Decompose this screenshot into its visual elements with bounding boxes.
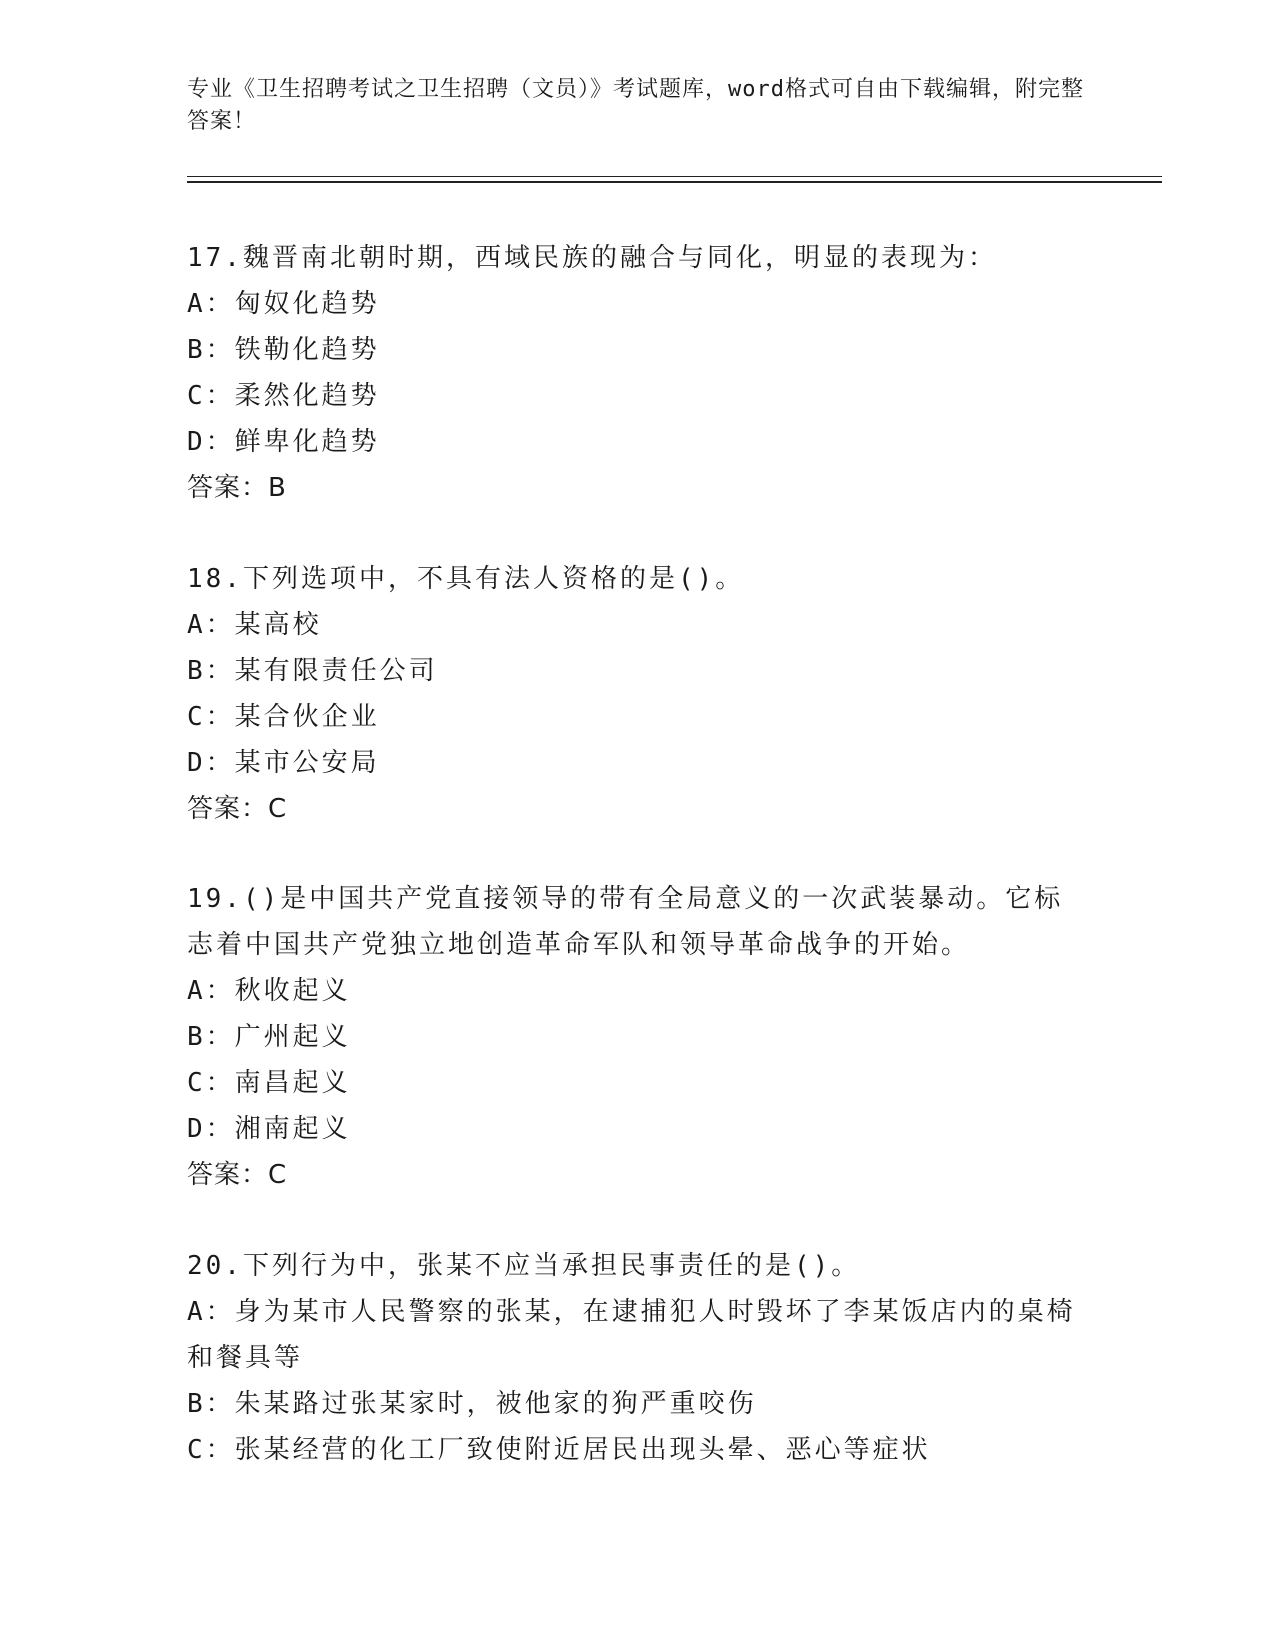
- option-d: D：鲜卑化趋势: [187, 427, 380, 457]
- question-stem: 20.下列行为中，张某不应当承担民事责任的是()。: [187, 1251, 861, 1281]
- option-a: A：某高校: [187, 610, 322, 640]
- option-b: B：铁勒化趋势: [187, 335, 380, 365]
- answer: 答案：C: [187, 794, 288, 824]
- option-c: C：张某经营的化工厂致使附近居民出现头晕、恶心等症状: [187, 1435, 931, 1465]
- question-19: [187, 876, 1087, 1198]
- question-stem: 19.()是中国共产党直接领导的带有全局意义的一次武装暴动。它标志着中国共产党独立地创造革命军队和领导革命战争的开始。: [187, 884, 1064, 960]
- question-20: [187, 1243, 1087, 1473]
- question-17: [187, 235, 1087, 511]
- option-d: D：湘南起义: [187, 1114, 351, 1144]
- option-b: B：广州起义: [187, 1022, 351, 1052]
- answer: 答案：C: [187, 1160, 288, 1190]
- question-18: [187, 556, 1087, 832]
- option-a: A：秋收起义: [187, 976, 351, 1006]
- document-header: 专业《卫生招聘考试之卫生招聘（文员）》考试题库，word格式可自由下载编辑，附完整答案！: [187, 77, 1084, 134]
- option-c: C：柔然化趋势: [187, 381, 380, 411]
- option-d: D：某市公安局: [187, 748, 380, 778]
- option-c: C：南昌起义: [187, 1068, 351, 1098]
- option-b: B：某有限责任公司: [187, 656, 438, 686]
- question-stem: 18.下列选项中，不具有法人资格的是()。: [187, 564, 745, 594]
- option-c: C：某合伙企业: [187, 702, 380, 732]
- option-a: A：匈奴化趋势: [187, 289, 380, 319]
- answer: 答案：B: [187, 473, 287, 503]
- header-divider-thick: [187, 181, 1162, 183]
- option-b: B：朱某路过张某家时，被他家的狗严重咬伤: [187, 1389, 757, 1419]
- question-stem: 17.魏晋南北朝时期，西域民族的融合与同化，明显的表现为：: [187, 243, 997, 273]
- option-a: A：身为某市人民警察的张某，在逮捕犯人时毁坏了李某饭店内的桌椅和餐具等: [187, 1297, 1076, 1373]
- header-divider-thin: [187, 176, 1162, 177]
